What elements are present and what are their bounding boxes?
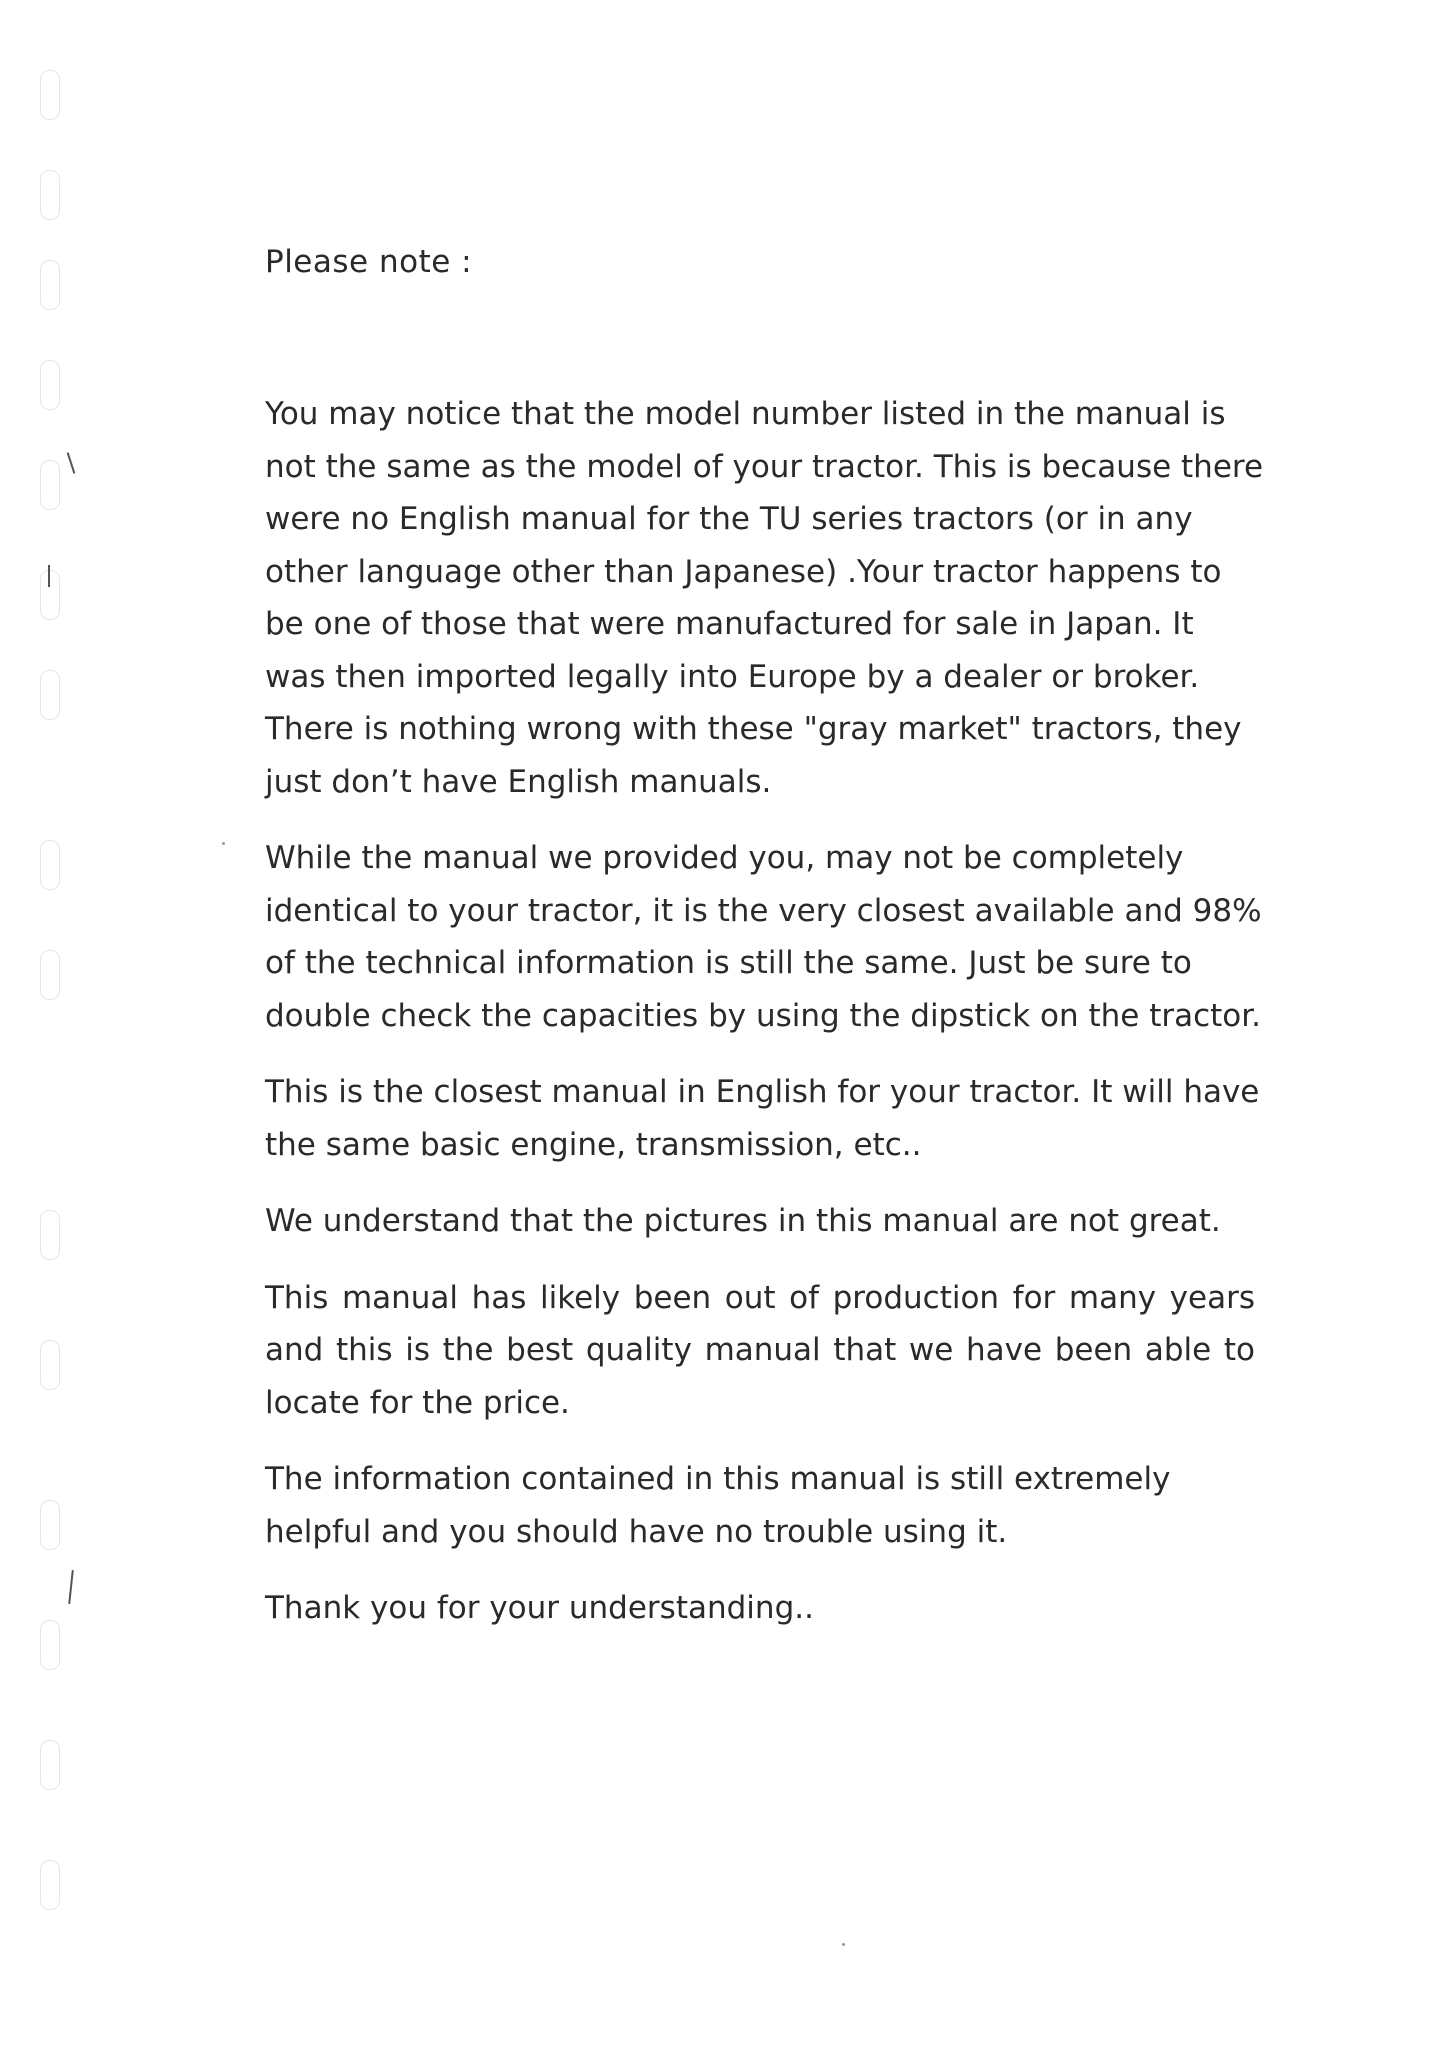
page-heading: Please note : bbox=[265, 244, 473, 280]
binding-hole-mark bbox=[40, 1740, 60, 1790]
binding-hole-mark bbox=[40, 460, 60, 510]
binding-hole-marks bbox=[40, 60, 80, 2020]
text-line: was then imported legally into Europe by a dealer or broker. bbox=[265, 658, 1200, 695]
binding-hole-mark bbox=[40, 1340, 60, 1390]
scan-mark bbox=[48, 565, 50, 587]
binding-hole-mark bbox=[40, 670, 60, 720]
text-line: helpful and you should have no trouble using it. bbox=[265, 1513, 1008, 1550]
scan-speck bbox=[222, 842, 225, 845]
text-line: This manual has likely been out of production for many years bbox=[265, 1279, 1255, 1316]
text-line: the same basic engine, transmission, etc.. bbox=[265, 1126, 922, 1163]
text-line: While the manual we provided you, may not be completely bbox=[265, 840, 1184, 876]
text-line: be one of those that were manufactured for sale in Japan. It bbox=[265, 606, 1194, 642]
paragraph-thank-you bbox=[265, 1582, 1255, 1635]
binding-hole-mark bbox=[40, 840, 60, 890]
scan-mark bbox=[67, 452, 76, 474]
binding-hole-mark bbox=[40, 170, 60, 220]
text-line: This is the closest manual in English for your tractor. It will have bbox=[265, 1074, 1260, 1110]
notice-body bbox=[265, 388, 1264, 1659]
scan-mark bbox=[68, 1570, 74, 1604]
paragraph-information-helpful bbox=[265, 1453, 1255, 1558]
paragraph-manual-provided bbox=[265, 832, 1262, 1042]
text-line: just don’t have English manuals. bbox=[265, 763, 772, 800]
text-line: locate for the price. bbox=[265, 1384, 570, 1421]
binding-hole-mark bbox=[40, 260, 60, 310]
binding-hole-mark bbox=[40, 950, 60, 1000]
binding-hole-mark bbox=[40, 360, 60, 410]
paragraph-closest-manual bbox=[265, 1066, 1260, 1171]
text-line: and this is the best quality manual that we have been able to bbox=[265, 1332, 1255, 1368]
binding-hole-mark bbox=[40, 1860, 60, 1910]
binding-hole-mark bbox=[40, 1500, 60, 1550]
binding-hole-mark bbox=[40, 70, 60, 120]
text-line: double check the capacities by using the dipstick on the tractor. bbox=[265, 997, 1262, 1034]
text-line: There is nothing wrong with these "gray market" tractors, they bbox=[265, 711, 1242, 747]
paragraph-out-of-production bbox=[265, 1272, 1255, 1430]
text-line: identical to your tractor, it is the very closest available and 98% bbox=[265, 892, 1262, 929]
text-line: The information contained in this manual is still extremely bbox=[265, 1461, 1171, 1497]
paragraph-pictures bbox=[265, 1195, 1255, 1248]
scan-speck bbox=[842, 1943, 845, 1946]
text-line: You may notice that the model number listed in the manual is bbox=[265, 396, 1226, 432]
text-line: Thank you for your understanding.. bbox=[265, 1590, 814, 1626]
text-line: not the same as the model of your tractor. This is because there bbox=[265, 448, 1264, 485]
text-line: other language other than Japanese) .Your tractor happens to bbox=[265, 553, 1222, 590]
binding-hole-mark bbox=[40, 1620, 60, 1670]
text-line: We understand that the pictures in this manual are not great. bbox=[265, 1203, 1221, 1239]
paragraph-model-number bbox=[265, 388, 1264, 808]
text-line: of the technical information is still the same. Just be sure to bbox=[265, 945, 1192, 981]
binding-hole-mark bbox=[40, 1210, 60, 1260]
binding-hole-mark bbox=[40, 570, 60, 620]
text-line: were no English manual for the TU series tractors (or in any bbox=[265, 501, 1193, 537]
